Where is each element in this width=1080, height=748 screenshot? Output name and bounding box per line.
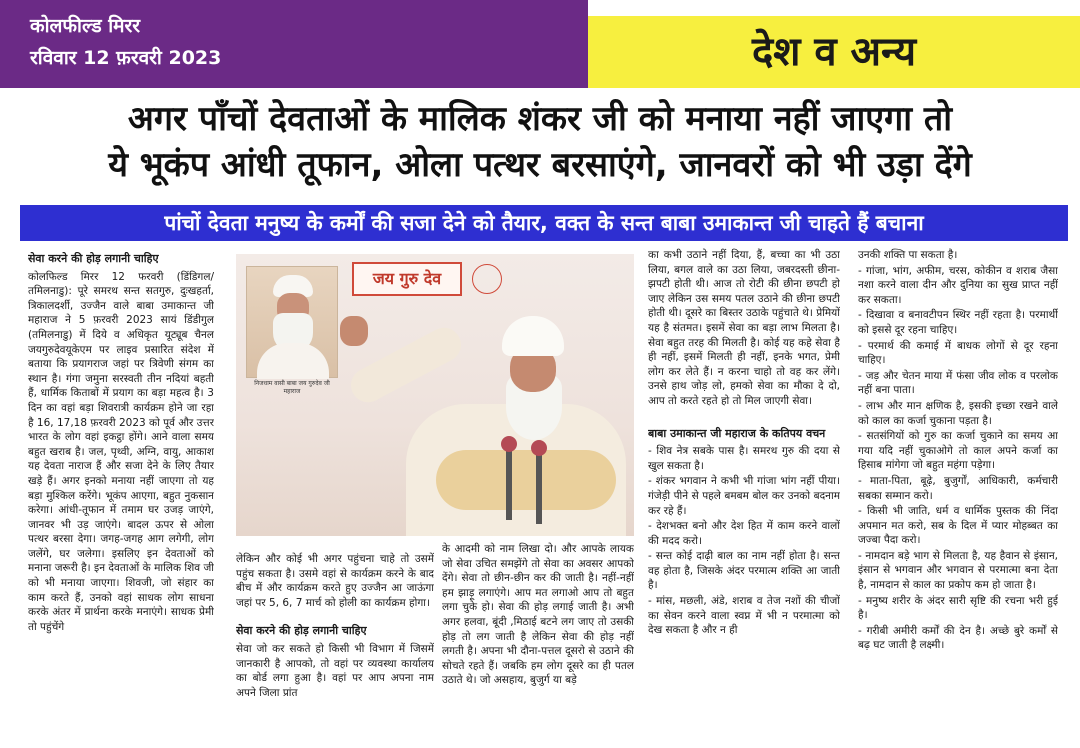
saying-item: - शिव नेत्र सबके पास है। समरथ गुरु की दया से खुल सकता है। <box>648 445 840 472</box>
section-heading: बाबा उमाकान्त जी महाराज के कतिपय वचन <box>648 426 826 440</box>
photo-banner: जय गुरु देव <box>352 262 462 296</box>
article-column-5 <box>858 248 1058 746</box>
masthead <box>0 0 588 88</box>
saying-item: - जड़ और चेतन माया में फंसा जीव लोक व परलोक नहीं बना पाता। <box>858 369 1058 397</box>
inset-portrait <box>246 266 338 378</box>
paragraph: कोलफिल्ड मिरर 12 फरवरी (डिंडिगल/ तमिलनाडु): पूरे समरथ सन्त सतगुरु, दुःखहर्ता, त्रिकालदर्शी, उज्जैन वाले बाबा उमाकान्त जी महाराज ने 5 फ़रवरी 2023 सायं डिंडीगुल (तमिलनाडु) में दिये व अधिकृत यूट्यूब चैनल जयगुरुदेवयूकेएम पर लाइव प्रसारित संदेश में बताया कि प्रयागराज जहां पर त्रिवेणी संगम का स्थान है। गंगा जमुना सरस्वती तीन नदियां बहती हैं, धार्मिक किताबों में प्रयाग का बड़ा महत्व है। 3 दिन का वहां बड़ा शिवरात्री कार्यक्रम होने जा रहा है 16, 17,18 फ़रवरी 2023 को पूर्व और उत्तर भारत के लोग वहां इकट्ठा होंगे। आने वाला समय बहुत खराब है। जल, पृथ्वी, अग्नि, वायु, आकाश यह देवता नाराज हैं और सजा देने के लिए तैयार खड़े हैं। अगर इनको मनाया नहीं जाएगा तो यह बड़ा मुश्किल करेंगे। भूकंप आएगा, बहुत नुकसान करेगा। आंधी-तूफान में तमाम घर उजड़ जाएंगे, जानवर भी उड़ जाएंगे। बादल ऊपर से ओला पत्थर बरसा देगा। जगह-जगह आग लगेगी, लोग जलेंगे, घर जलेगा। इसलिए इन देवताओं को मनाना जरूरी है। इन देवताओं के मालिक शिव जी को भी मनाया जाएगा। शिवजी, जो संहार का काम करते हैं, उनको वहां साधक लोग साधना करके अंतर में प्रार्थना करके मनाएंगे। साधक प्रेमी तो पहुंचेंगे <box>28 270 214 633</box>
paragraph: के आदमी को नाम लिखा दो। और आपके लायक जो सेवा उचित समझेंगे तो सेवा का अवसर आपको देंगे। सेवा तो छीन-छीन कर की जाती है। नहीं-नहीं हम झाड़ू लगाएंगे। आप मत लगाओ आप तो बहुत लगा चुके हो। सेवा की होड़ लगाई जाती है। अभी अगर हलवा, बूंदी ,मिठाई बटने लग जाए तो उसकी होड़ तो लग जाती है लेकिन सेवा की होड़ नहीं लगती है। अपना भी दौना-पत्तल दूसरो से उठाने की सोचते रहते हैं। जबकि हम लोग दूसरे का ही पतल उठाते थे। जो असहाय, बुजुर्ग या बड़े <box>442 543 634 687</box>
saying-item: - मनुष्य शरीर के अंदर सारी सृष्टि की रचना भरी हुई है। <box>858 594 1058 622</box>
article-photo <box>236 254 634 536</box>
article-column-1 <box>28 252 214 746</box>
saying-item: - किसी भी जाति, धर्म व धार्मिक पुस्तक की निंदा अपमान मत करो, सब के दिल में प्यार मोहब्बत का जज्बा पैदा करो। <box>858 505 1058 547</box>
decoration-circle <box>472 264 502 294</box>
saying-item: - नामदान बड़े भाग से मिलता है, यह हैवान से इंसान, इंसान से भगवान और भगवान से परमात्मा बना देता है, नामदान से काल का प्रकोप कम हो जाता है। <box>858 549 1058 592</box>
saying-item: - सन्त कोई दाढ़ी बाल का नाम नहीं होता है। सन्त वह होता है, जिसके अंदर परमात्म शक्ति आ जाती है। <box>648 550 840 592</box>
saying-item: - दिखावा व बनावटीपन स्थिर नहीं रहता है। परमार्थी को इससे दूर रहना चाहिए। <box>858 309 1058 336</box>
paragraph: सेवा जो कर सकते हो किसी भी विभाग में जिसमें जानकारी है आपको, तो वहां पर व्यवस्था कार्यालय का बोर्ड लगा हुआ है। वहां पर आप अपना नाम अपने जिला प्रांत <box>236 642 434 699</box>
saying-item: - परमार्थ की कमाई में बाधक लोगों से दूर रहना चाहिए। <box>858 339 1058 367</box>
saying-item: - शंकर भगवान ने कभी भी गांजा भांग नहीं पीया। गंजेड़ी पीने से पहले बमबम बोल कर उनको बदनाम कर रहे हैं। <box>648 475 840 517</box>
microphone <box>506 450 512 520</box>
article-column-4 <box>648 248 840 746</box>
paragraph: का कभी उठाने नहीं दिया, हैं, बच्चा का भी उठा लिया, बगल वाले का उठा लिया, जबरदस्ती छीना-झपटी होती थी। आज तो रोटी की छीना छपटी हो जाए लेकिन उस समय पतल उठाने की छीना छपटी होती थी। दूसरे का बिस्तर उठाके पहुंचाते थे। प्रेमियों यह है संतमत। इसमें सेवा का बड़ा लाभ मिलता है। सेवा बहुत तरह की मिलती है। कोई यह कहे सेवा है ही नहीं, इसमें मिलती ही नहीं, इनके भगत, प्रेमी लोग कर लेते हैं। न करना चाहो तो वह कर लेंगे। उनसे हाथ जोड़ लो, हमको सेवा का मौका दे दो, आप तो करते रहते हो तो मिल जाएगी सेवा। <box>648 249 840 407</box>
section-heading: सेवा करने की होड़ लगानी चाहिए <box>28 252 159 265</box>
microphone <box>536 454 542 524</box>
saying-item: - सतसंगियों को गुरु का कर्जा चुकाने का समय आ गया यदि नहीं चुकाओगे तो काल अपने कर्जा का हिसाब मांगेगा जो बहुत महंगा पड़ेगा। <box>858 430 1058 472</box>
saying-item: - मांस, मछली, अंडे, शराब व तेज नशों की चीजों का सेवन करने वाला स्वप्न में भी न परमात्मा को देख सकता है और न ही <box>648 595 840 637</box>
section-title: देश व अन्य <box>751 29 917 75</box>
paper-name: कोलफील्ड मिरर <box>30 15 141 37</box>
photo-caption: निजधाम वासी बाबा जय गुरुदेव जी महाराज <box>254 380 330 395</box>
saying-item: - गरीबी अमीरी कर्मों की देन है। अच्छे बुरे कर्मों से बढ़ घट जाती है लक्ष्मी। <box>858 624 1058 652</box>
issue-date: रविवार 12 फ़रवरी 2023 <box>30 47 222 69</box>
subheadline: पांचों देवता मनुष्य के कर्मों की सजा देने को तैयार, वक्त के सन्त बाबा उमाकान्त जी चाहते हैं बचाना <box>20 205 1068 241</box>
headline-line-1: अगर पाँचों देवताओं के मालिक शंकर जी को मनाया नहीं जाएगा तो <box>127 99 953 139</box>
saying-item: - लाभ और मान क्षणिक है, इसकी इच्छा रखने वाले को काल का कर्जा चुकाना पड़ता है। <box>858 399 1058 427</box>
section-banner <box>588 16 1080 88</box>
headline-line-2: ये भूकंप आंधी तूफान, ओला पत्थर बरसाएंगे, जानवरों को भी उड़ा देंगे <box>108 145 972 185</box>
article-column-3 <box>442 542 634 746</box>
saying-item: - माता-पिता, बूढ़े, बुजुर्गों, आधिकारी, कर्मचारी सबका सम्मान करो। <box>858 474 1058 502</box>
headline <box>0 96 1080 188</box>
article-column-2 <box>236 552 434 746</box>
paragraph: लेकिन और कोई भी अगर पहुंचना चाहे तो उसमें पहुंच सकता है। उसमे वहां से कार्यक्रम करने के बाद बीच में और कार्यक्रम करते हुए उज्जैन आ जाऊंगा जहां पर 5, 6, 7 मार्च को होली का कार्यक्रम होगा। <box>236 553 434 609</box>
saying-item: - देशभक्त बनो और देश हित में काम करने वालों की मदद करो। <box>648 520 840 547</box>
section-heading: सेवा करने की होड़ लगानी चाहिए <box>236 624 367 638</box>
saying-item: उनकी शक्ति पा सकता है। <box>858 249 958 261</box>
saying-item: - गांजा, भांग, अफीम, चरस, कोकीन व शराब जैसा नशा करने वाला दीन और दुनिया का सुख प्राप्त नहीं कर सकता। <box>858 264 1058 306</box>
